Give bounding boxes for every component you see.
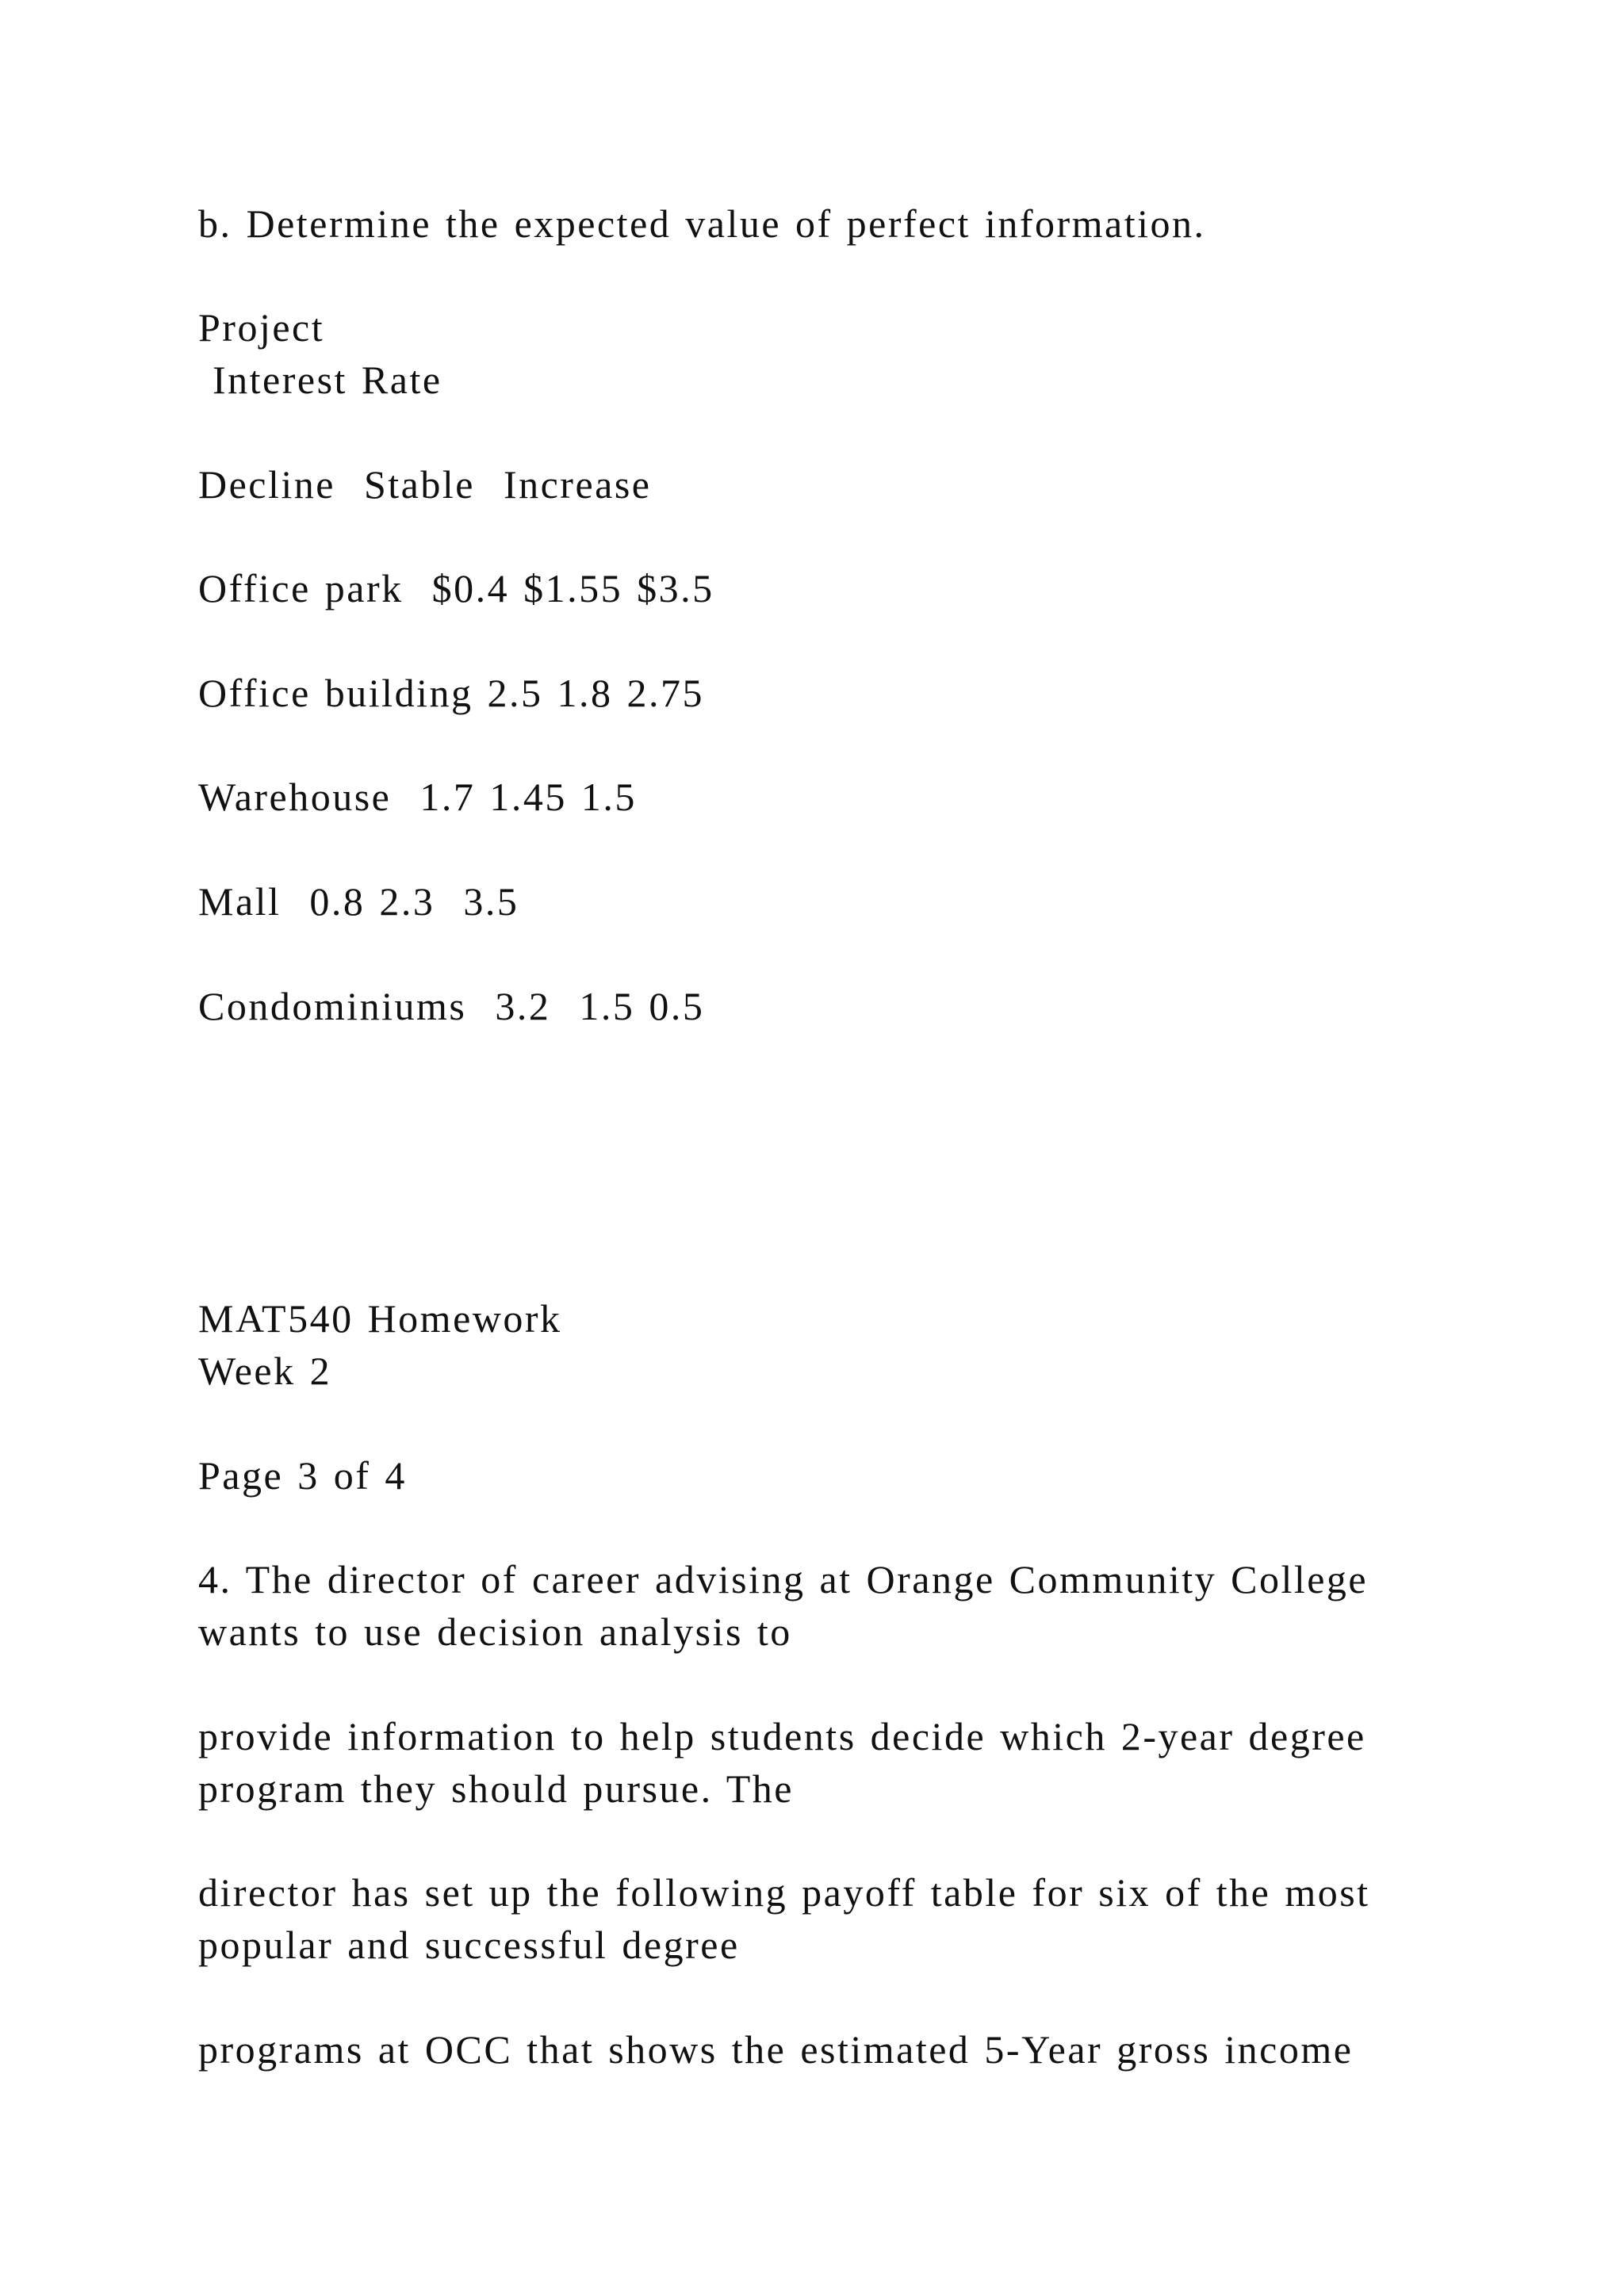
question-b-text: b. Determine the expected value of perfect information. bbox=[198, 201, 1206, 246]
table-row: Warehouse 1.7 1.45 1.5 bbox=[198, 775, 637, 819]
table-column-group-header: Interest Rate bbox=[198, 358, 442, 402]
question-4-line: provide information to help students decide which 2-year degree bbox=[198, 1714, 1366, 1758]
table-row: Office building 2.5 1.8 2.75 bbox=[198, 671, 704, 715]
question-4-line: wants to use decision analysis to bbox=[198, 1609, 792, 1654]
question-4-line: program they should pursue. The bbox=[198, 1766, 794, 1811]
question-4-line: programs at OCC that shows the estimated 5-Year gross income bbox=[198, 2027, 1354, 2072]
table-column-headers: Decline Stable Increase bbox=[198, 462, 652, 507]
table-row: Office park $0.4 $1.55 $3.5 bbox=[198, 566, 714, 610]
question-4-line: 4. The director of career advising at Orange Community College bbox=[198, 1557, 1369, 1601]
course-header: MAT540 Homework bbox=[198, 1296, 562, 1341]
question-4-line: popular and successful degree bbox=[198, 1923, 740, 1967]
table-row: Mall 0.8 2.3 3.5 bbox=[198, 879, 519, 924]
page-number: Page 3 of 4 bbox=[198, 1453, 407, 1498]
week-header: Week 2 bbox=[198, 1349, 332, 1393]
table-row: Condominiums 3.2 1.5 0.5 bbox=[198, 984, 705, 1028]
question-4-line: director has set up the following payoff table for six of the most bbox=[198, 1870, 1370, 1915]
table-row-header: Project bbox=[198, 305, 325, 350]
